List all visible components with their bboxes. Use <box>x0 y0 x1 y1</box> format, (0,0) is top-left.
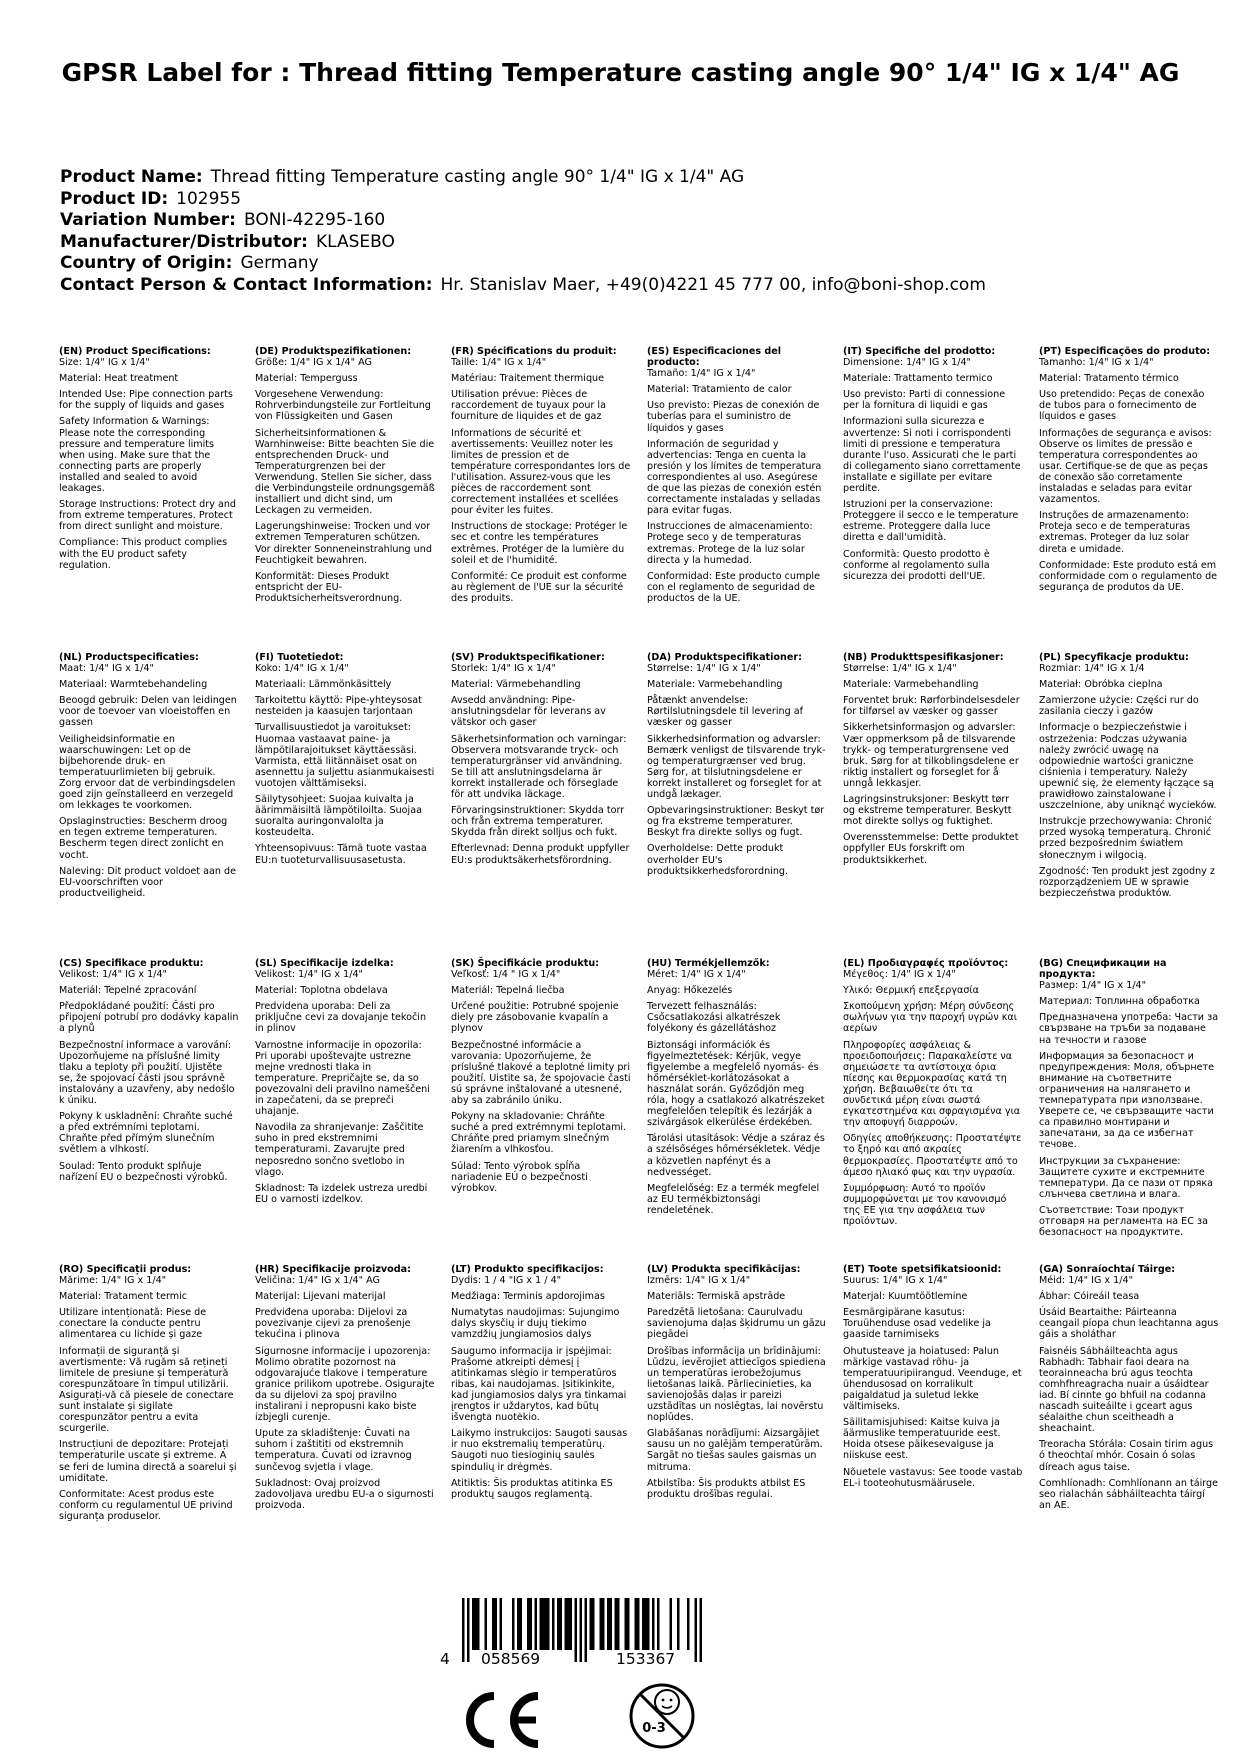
spec-line: Treoracha Stórála: Cosain tirim agus ó theochtaí mhór. Cosain ó solas díreach agus taise. <box>1039 1439 1214 1473</box>
spec-line: Storlek: 1/4" IG x 1/4" <box>451 663 556 675</box>
spec-line: Инструкции за съхранение: Защитете сухите и екстремните температури. Да се пази от пряка слънчева светлина и влага. <box>1039 1155 1214 1200</box>
spec-line: Informazioni sulla sicurezza e avvertenze: Si noti i corrispondenti limiti di pressione e temperatura durante l'uso. Assicurati che le parti di collegamento siano correttamente installate e sigillate per evitare perdite. <box>843 416 1021 495</box>
barcode-bar <box>637 1598 640 1650</box>
spec-line: Předpokládané použití: Části pro připojení potrubí pro dodávky kapalin a plynů <box>59 1001 239 1035</box>
spec-section <box>647 346 827 604</box>
spec-line: Материал: Топлинна обработка <box>1039 996 1200 1008</box>
spec-section <box>1039 958 1219 1238</box>
spec-line: Safety Information & Warnings: Please note the corresponding pressure and temperature limits when using. Make sure that the connecting parts are properly installed and sealed to avoid leakages. <box>59 416 215 495</box>
spec-section <box>451 346 631 604</box>
spec-line: Größe: 1/4" IG x 1/4" AG <box>255 357 372 369</box>
barcode-bar <box>495 1598 498 1650</box>
spec-line: Dimensione: 1/4" IG x 1/4" <box>843 357 971 369</box>
spec-line: Méid: 1/4" IG x 1/4" <box>1039 1275 1134 1287</box>
barcode-bar <box>627 1598 630 1650</box>
info-value: Germany <box>240 253 319 273</box>
spec-line: Glabāšanas norādījumi: Aizsargājiet sausu un no galējām temperatūrām. Sargāt no tiešas saules gaismas un mitruma. <box>647 1428 823 1473</box>
spec-heading: (PL) Specyfikacje produktu: <box>1039 652 1189 663</box>
spec-heading: (FR) Spécifications du produit: <box>451 346 617 357</box>
spec-line: Conformitate: Acest produs este conform cu regulamentul UE privind siguranța produselor. <box>59 1488 233 1522</box>
spec-section <box>255 652 435 866</box>
spec-section <box>843 346 1023 582</box>
barcode-bar <box>540 1598 543 1650</box>
spec-line: Nõuetele vastavus: See toode vastab EL-i tooteohutusmäärusele. <box>843 1466 1023 1489</box>
spec-line: Materiāls: Termiskā apstrāde <box>647 1291 786 1303</box>
spec-line: Istruzioni per la conservazione: Proteggere il secco e le temperature estreme. Proteggere dalla luce diretta e dall'umidità. <box>843 499 1019 544</box>
spec-line: Μέγεθος: 1/4" IG x 1/4" <box>843 969 956 981</box>
barcode-bar <box>610 1598 613 1650</box>
spec-line: Materiale: Varmebehandling <box>843 679 979 691</box>
spec-line: Säilitamisjuhised: Kaitse kuiva ja äärmuslike temperatuuride eest. Hoida otsese päikesevalguse ja niiskuse eest. <box>843 1417 1001 1462</box>
spec-line: Lagerungshinweise: Trocken und vor extremen Temperaturen schützen. Vor direkter Sonneneinstrahlung und Feuchtigkeit bewahren. <box>255 521 432 566</box>
barcode-bar <box>545 1598 548 1650</box>
spec-line: Υλικό: Θερμική επεξεργασία <box>843 985 979 997</box>
spec-line: Faisnéis Sábháilteachta agus Rabhadh: Tabhair faoi deara na teorainneacha brú agus teochta comhfhreagracha nuair a úsáidtear iad. Bí cinnte go bhfuil na codanna nascadh suiteáilte i gceart agus séalaithe chun sceitheadh a sheachaint. <box>1039 1345 1209 1435</box>
barcode-bar <box>647 1598 650 1650</box>
spec-line: Yhteensopivuus: Tämä tuote vastaa EU:n tuoteturvallisuusasetusta. <box>255 843 427 866</box>
info-label: Manufacturer/Distributor: <box>60 231 308 252</box>
barcode-bar <box>615 1598 618 1650</box>
spec-section <box>59 346 239 571</box>
spec-line: Material: Tratamiento de calor <box>647 384 792 396</box>
spec-line: Avsedd användning: Pipe-anslutningsdelar för leverans av vätskor och gaser <box>451 695 606 729</box>
spec-section <box>1039 346 1219 593</box>
barcode-bar <box>570 1598 573 1650</box>
barcode-bar <box>687 1598 690 1650</box>
barcode-bar <box>575 1598 578 1662</box>
spec-line: Uso previsto: Parti di connessione per la fornitura di liquidi e gas <box>843 389 1006 412</box>
barcode-bar <box>585 1598 588 1662</box>
spec-heading: (NB) Produkttspesifikasjoner: <box>843 652 1004 663</box>
spec-section <box>1039 652 1219 899</box>
spec-line: Saugumo informacija ir įspėjimai: Prašome atkreipti dėmesį į atitinkamas slėgio ir temperatūros ribas, kai naudojamas. Įsitikinkite, kad jungiamosios dalys yra tinkamai įrengtos ir uždarytos, kad būtų išvengta nuotėkio. <box>451 1345 627 1424</box>
spec-line: Forventet bruk: Rørforbindelsesdeler for tilførsel av væsker og gasser <box>843 695 1020 718</box>
spec-heading: (DA) Produktspecifikationer: <box>647 652 802 663</box>
info-value: Hr. Stanislav Maer, +49(0)4221 45 777 00, info@boni-shop.com <box>440 274 986 295</box>
barcode-bar <box>645 1598 648 1650</box>
barcode-bar <box>542 1598 545 1650</box>
spec-line: Turvallisuustiedot ja varoitukset: Huomaa vastaavat paine- ja lämpötilarajoitukset käyttäessäsi. Varmista, että liitännäiset osat on asennettu ja suljettu asianmukaisesti vuotojen välttämiseksi. <box>255 722 435 789</box>
spec-section <box>59 958 239 1183</box>
spec-line: Anyag: Hőkezelés <box>647 985 733 997</box>
info-label: Product Name: <box>60 167 203 187</box>
spec-line: Velikost: 1/4" IG x 1/4" <box>255 969 363 981</box>
spec-line: Predvidena uporaba: Deli za priključne cevi za dovajanje tekočin in plinov <box>255 1001 427 1035</box>
spec-heading: (PT) Especificações do produto: <box>1039 346 1211 357</box>
spec-line: Instruções de armazenamento: Proteja seco e de temperaturas extremas. Proteger da luz solar direta e umidade. <box>1039 510 1191 555</box>
spec-line: Overensstemmelse: Dette produktet oppfyller EUs forskrift om produktsikkerhet. <box>843 832 1019 866</box>
spec-line: Drošības informācija un brīdinājumi: Lūdzu, ievērojiet attiecīgos spiediena un temperatūras ierobežojumus lietošanas laikā. Pārliecinieties, ka savienojošās daļas ir pareizi uzstādītas un noslēgtas, lai novērstu noplūdes. <box>647 1345 826 1424</box>
spec-line: Uso pretendido: Peças de conexão de tubos para o fornecimento de líquidos e gases <box>1039 389 1205 423</box>
barcode-bar <box>475 1598 478 1650</box>
spec-line: Uso previsto: Piezas de conexión de tuberías para el suministro de líquidos y gases <box>647 400 820 434</box>
spec-line: Säkerhetsinformation och varningar: Observera motsvarande tryck- och temperaturgränser vid användning. Se till att anslutningsdelarna är korrekt installerade och förseglade för att undvika läckage. <box>451 733 627 801</box>
barcode-bar <box>670 1598 673 1650</box>
spec-section <box>255 1264 435 1511</box>
choking-hazard-icon <box>628 1680 696 1752</box>
barcode-bar <box>535 1598 538 1650</box>
info-value: KLASEBO <box>315 231 395 252</box>
spec-line: Dydis: 1 / 4 "IG x 1 / 4" <box>451 1275 562 1287</box>
spec-line: Materiał: Obróbka cieplna <box>1039 679 1163 691</box>
spec-line: Material: Värmebehandling <box>451 679 581 691</box>
spec-line: Ohutusteave ja hoiatused: Palun märkige vastavad rõhu- ja temperatuuripiirangud. Veenduge, et ühendusosad on korralikult paigaldatud ja suletud lekke vältimiseks. <box>843 1345 1022 1413</box>
spec-line: Materijal: Lijevani materijal <box>255 1291 386 1303</box>
spec-line: Storage Instructions: Protect dry and from extreme temperatures. Protect from direct sunlight and moisture. <box>59 499 236 533</box>
spec-line: Medžiaga: Terminis apdorojimas <box>451 1291 605 1303</box>
info-row-product-id <box>60 189 1181 211</box>
spec-line: Ábhar: Cóireáil teasa <box>1039 1291 1140 1303</box>
barcode-bar <box>677 1598 680 1650</box>
info-label: Product ID: <box>60 188 169 209</box>
spec-line: Veličina: 1/4" IG x 1/4" AG <box>255 1275 380 1287</box>
spec-line: Tamanho: 1/4" IG x 1/4" <box>1039 357 1154 369</box>
barcode-bar <box>472 1598 475 1650</box>
barcode-bar <box>625 1598 628 1650</box>
spec-line: Conformidade: Este produto está em conformidade com o regulamento de segurança de produtos da UE. <box>1039 559 1218 593</box>
barcode-digits-left: 058569 <box>481 1650 541 1668</box>
spec-line: Materiál: Tepelná liečba <box>451 985 565 997</box>
barcode-digits-right: 153367 <box>616 1650 676 1668</box>
spec-line: Skladnost: Ta izdelek ustreza uredbi EU o varnosti izdelkov. <box>255 1182 428 1205</box>
spec-section <box>647 958 827 1216</box>
spec-line: Materjal: Kuumtöötlemine <box>843 1291 968 1303</box>
info-row-manufacturer <box>60 232 1181 254</box>
spec-line: Súlad: Tento výrobok spĺňa nariadenie EÚ o bezpečnosti výrobkov. <box>451 1160 588 1194</box>
barcode-bar <box>530 1598 533 1650</box>
spec-section <box>451 652 631 866</box>
spec-line: Intended Use: Pipe connection parts for the supply of liquids and gases <box>59 389 233 412</box>
spec-line: Pokyny k uskladnění: Chraňte suché a před extrémními teplotami. Chraňte před přímým slunečním světlem a vlhkostí. <box>59 1111 233 1156</box>
barcode-bar <box>512 1598 515 1650</box>
info-label: Country of Origin: <box>60 253 233 273</box>
spec-line: Izmērs: 1/4" IG x 1/4" <box>647 1275 751 1287</box>
spec-heading: (EN) Product Specifications: <box>59 346 211 357</box>
spec-heading: (BG) Спецификации на продукта: <box>1039 958 1167 981</box>
barcode-bar <box>567 1598 570 1650</box>
spec-line: Navodila za shranjevanje: Zaščitite suho in pred ekstremnimi temperaturami. Zavarujte pred neposredno sončno svetlobo in vlago. <box>255 1122 424 1178</box>
spec-line: Materiale: Trattamento termico <box>843 373 993 385</box>
spec-line: Utilisation prévue: Pièces de raccordement de tuyaux pour la fourniture de liquides et de gaz <box>451 389 606 423</box>
page-title: GPSR Label for : Thread fitting Temperature casting angle 90° 1/4" IG x 1/4" AG <box>61 58 1180 87</box>
barcode-bar <box>520 1598 523 1650</box>
spec-line: Velikost: 1/4" IG x 1/4" <box>59 969 167 981</box>
barcode-bar <box>477 1598 480 1650</box>
barcode-bar <box>700 1598 703 1662</box>
spec-line: Material: Tratamento térmico <box>1039 373 1179 385</box>
spec-heading: (FI) Tuotetiedot: <box>255 652 344 663</box>
spec-heading: (SV) Produktspecifikationer: <box>451 652 605 663</box>
spec-line: Conformidad: Este producto cumple con el reglamento de seguridad de productos de la UE. <box>647 570 820 604</box>
spec-line: Informações de segurança e avisos: Observe os limites de pressão e temperatura correspondentes ao usar. Certifique-se de que as peças de conexão são corretamente instaladas e seladas para evitar vazamentos. <box>1039 427 1212 506</box>
spec-line: Varnostne informacije in opozorila: Pri uporabi upoštevajte ustrezne mejne vrednosti tlaka in temperature. Prepričajte se, da so povezovalni deli pravilno nameščeni in zapečateni, da se prepreči uhajanje. <box>255 1039 430 1118</box>
spec-section <box>59 1264 239 1522</box>
spec-line: Soulad: Tento produkt splňuje nařízení EU o bezpečnosti výrobků. <box>59 1160 228 1183</box>
spec-line: Beoogd gebruik: Delen van leidingen voor de toevoer van vloeistoffen en gassen <box>59 695 237 729</box>
spec-line: Tárolási utasítások: Védje a száraz és a szélsőséges hőmérsékletek. Védje a közvetlen napfényt és a nedvességet. <box>647 1133 825 1178</box>
spec-section <box>647 652 827 877</box>
spec-line: Συμμόρφωση: Αυτό το προϊόν συμμορφώνεται με τον κανονισμό της ΕΕ για την ασφάλεια των προϊόντων. <box>843 1182 1007 1227</box>
spec-line: Съответствие: Този продукт отговаря на регламента на ЕС за безопасност на продуктите. <box>1039 1204 1208 1239</box>
barcode-bar <box>600 1598 603 1650</box>
spec-line: Paredzētā lietošana: Caurulvadu savienojuma daļas šķidrumu un gāzu piegādei <box>647 1307 826 1341</box>
spec-line: Veľkosť: 1/4 " IG x 1/4" <box>451 969 561 981</box>
spec-heading: (IT) Specifiche del prodotto: <box>843 346 996 357</box>
barcode-bar <box>617 1598 620 1650</box>
barcode-bar <box>485 1598 488 1650</box>
spec-heading: (SL) Specifikacije izdelka: <box>255 958 394 969</box>
spec-heading: (ET) Toote spetsifikatsioonid: <box>843 1264 1002 1275</box>
spec-line: Sicherheitsinformationen & Warnhinweise: Bitte beachten Sie die entsprechenden Druck- und Temperaturgrenzen bei der Verwendung. Stellen Sie sicher, dass die Verbindungsteile ordnungsgemäß installiert und dicht sind, um Leckagen zu vermeiden. <box>255 427 435 517</box>
spec-line: Eesmärgipärane kasutus: Toruühenduse osad vedelike ja gaaside tarnimiseks <box>843 1307 991 1341</box>
spec-line: Bezpečnostní informace a varování: Upozorňujeme na příslušné limity tlaku a teploty při použití. Ujistěte se, že spojovací části jsou správně instalovány a uzavřeny, aby nedošlo k úniku. <box>59 1039 235 1107</box>
spec-line: Suurus: 1/4" IG x 1/4" <box>843 1275 948 1287</box>
spec-line: Konformität: Dieses Produkt entspricht der EU-Produktsicherheitsverordnung. <box>255 570 403 604</box>
barcode-bar <box>462 1598 465 1662</box>
spec-line: Utilizare intenționată: Piese de conectare la conducte pentru alimentarea cu lichide și gaze <box>59 1307 207 1341</box>
spec-heading: (DE) Produktspezifikationen: <box>255 346 412 357</box>
spec-line: Naleving: Dit product voldoet aan de EU-voorschriften voor productveiligheid. <box>59 865 236 899</box>
spec-line: Οδηγίες αποθήκευσης: Προστατέψτε το ξηρό και από ακραίες θερμοκρασίες. Προστατέψτε από το άμεσο ηλιακό φως και την υγρασία. <box>843 1133 1022 1178</box>
spec-line: Materiál: Tepelné zpracování <box>59 985 197 997</box>
spec-line: Instrucțiuni de depozitare: Protejați temperaturile uscate și extreme. A se feri de lumina directă a soarelui și umiditate. <box>59 1439 237 1484</box>
barcode-bar <box>580 1598 583 1662</box>
barcode-bar <box>652 1598 655 1650</box>
spec-heading: (GA) Sonraíochtaí Táirge: <box>1039 1264 1176 1275</box>
spec-line: Comhlíonadh: Comhlíonann an táirge seo rialachán sábháilteachta táirgí an AE. <box>1039 1477 1219 1511</box>
spec-line: Numatytas naudojimas: Sujungimo dalys skysčių ir dujų tiekimo vamzdžių jungiamosios dalys <box>451 1307 620 1341</box>
spec-line: Bezpečnostné informácie a varovania: Upozorňujeme, že príslušné tlakové a teplotné limity pri použití. Uistite sa, že spojovacie časti sú správne inštalované a utesnené, aby sa zabránilo úniku. <box>451 1039 631 1107</box>
info-label: Variation Number: <box>60 210 236 230</box>
spec-line: Informații de siguranță și avertismente: Vă rugăm să rețineți limitele de presiune și temperatură corespunzătoare în timpul utilizării. Asigurați-vă că piesele de conectare sunt instalate și sigilate corespunzător pentru a evita scurgerile. <box>59 1345 234 1435</box>
age-warning-label: 0-3 <box>642 1721 666 1736</box>
info-row-variation-number <box>60 210 1181 232</box>
spec-line: Conformità: Questo prodotto è conforme al regolamento sulla sicurezza dei prodotti dell'UE. <box>843 548 990 582</box>
spec-line: Säilytysohjeet: Suojaa kuivalta ja äärimmäisiltä lämpötiloilta. Suojaa suoralta auringonvalolta ja kosteudelta. <box>255 794 422 839</box>
spec-section <box>843 1264 1023 1489</box>
spec-line: Tamaño: 1/4" IG x 1/4" <box>647 368 756 380</box>
spec-line: Size: 1/4" IG x 1/4" <box>59 357 150 369</box>
spec-line: Materiaal: Warmtebehandeling <box>59 679 208 691</box>
info-row-country <box>60 253 1181 275</box>
spec-heading: (LV) Produkta specifikācijas: <box>647 1264 801 1275</box>
barcode-bar <box>565 1598 568 1650</box>
spec-heading: (RO) Specificații produs: <box>59 1264 192 1275</box>
spec-line: Sigurnosne informacije i upozorenja: Molimo obratite pozornost na odgovarajuće tlakove i temperature granice prilikom upotrebe. Osigurajte da su dijelovi za spoj pravilno instalirani i nepropusni kako biste izbjegli curenje. <box>255 1345 435 1424</box>
barcode-digit-prefix: 4 <box>440 1650 450 1668</box>
spec-section <box>843 958 1023 1227</box>
spec-line: Zamierzone użycie: Części rur do zasilania cieczy i gazów <box>1039 695 1199 718</box>
spec-line: Méret: 1/4" IG x 1/4" <box>647 969 746 981</box>
spec-line: Informacje o bezpieczeństwie i ostrzeżenia: Podczas używania należy zwrócić uwagę na odpowiednie wartości graniczne ciśnienia i temperatury. Należy upewnić się, że elementy łączące są prawidłowo zainstalowane i uszczelnione, aby uniknąć wycieków. <box>1039 722 1217 812</box>
spec-line: Størrelse: 1/4" IG x 1/4" <box>843 663 957 675</box>
barcode-bar <box>592 1598 595 1650</box>
barcode-bar <box>602 1598 605 1650</box>
info-value: BONI-42295-160 <box>243 210 386 230</box>
info-row-product-name <box>60 167 1181 189</box>
barcode-bar <box>590 1598 593 1650</box>
spec-heading: (HU) Termékjellemzők: <box>647 958 770 969</box>
spec-line: Información de seguridad y advertencias: Tenga en cuenta la presión y los límites de temperatura correspondientes al uso. Asegúrese de que las piezas de conexión estén correctamente instaladas y selladas para evitar fugas. <box>647 438 822 517</box>
barcode-bar <box>642 1598 645 1650</box>
spec-line: Materiale: Varmebehandling <box>647 679 783 691</box>
spec-line: Compliance: This product complies with the EU product safety regulation. <box>59 537 228 571</box>
spec-heading: (ES) Especificaciones del producto: <box>647 346 782 369</box>
spec-line: Conformité: Ce produit est conforme au règlement de l'UE sur la sécurité des produits. <box>451 570 627 604</box>
info-row-contact <box>60 275 1181 297</box>
spec-line: Laikymo instrukcijos: Saugoti sausas ir nuo ekstremalių temperatūrų. Saugoti nuo tiesioginių saulės spindulių ir drėgmės. <box>451 1428 628 1473</box>
barcode-bar <box>635 1598 638 1650</box>
spec-line: Σκοπούμενη χρήση: Μέρη σύνδεσης σωλήνων για την παροχή υγρών και αερίων <box>843 1001 1017 1035</box>
barcode-bar <box>557 1598 560 1650</box>
info-value: Thread fitting Temperature casting angle 90° 1/4" IG x 1/4" AG <box>210 167 745 187</box>
spec-line: Förvaringsinstruktioner: Skydda torr och från extrema temperaturer. Skydda från direkt solljus och fukt. <box>451 805 625 839</box>
spec-line: Påtænkt anvendelse: Rørtilslutningsdele til levering af væsker og gasser <box>647 695 803 729</box>
spec-line: Vorgesehene Verwendung: Rohrverbindungsteile zur Fortleitung von Flüssigkeiten und Gasen <box>255 389 431 423</box>
spec-line: Instrukcje przechowywania: Chronić przed wysoką temperaturą. Chronić przed bezpośrednim światłem słonecznym i wilgocią. <box>1039 816 1212 861</box>
spec-line: Tarkoitettu käyttö: Pipe-yhteysosat nesteiden ja kaasujen tarjontaan <box>255 695 422 718</box>
spec-heading: (HR) Specifikacije proizvoda: <box>255 1264 411 1275</box>
spec-line: Material: Tratament termic <box>59 1291 188 1303</box>
spec-section <box>451 958 631 1194</box>
spec-line: Størrelse: 1/4" IG x 1/4" <box>647 663 761 675</box>
spec-heading: (LT) Produkto specifikacijos: <box>451 1264 604 1275</box>
spec-line: Tervezett felhasználás: Csőcsatlakozási alkatrészek folyékony és gázellátáshoz <box>647 1001 781 1035</box>
spec-line: Matériau: Traitement thermique <box>451 373 605 385</box>
spec-line: Размер: 1/4" IG x 1/4" <box>1039 980 1147 992</box>
barcode-bar <box>517 1598 520 1650</box>
barcode-bar <box>467 1598 470 1662</box>
spec-line: Mărime: 1/4" IG x 1/4" <box>59 1275 167 1287</box>
spec-line: Upute za skladištenje: Čuvati na suhom i zaštititi od ekstremnih temperatura. Čuvati od izravnog sunčevog svjetla i vlage. <box>255 1428 412 1473</box>
spec-line: Material: Toplotna obdelava <box>255 985 388 997</box>
spec-line: Instructions de stockage: Protéger le sec et contre les températures extrêmes. Protéger de la lumière du soleil et de l'humidité. <box>451 521 628 566</box>
spec-heading: (EL) Προδιαγραφές προϊόντος: <box>843 958 1009 969</box>
spec-line: Atbilstība: Šis produkts atbilst ES produktu drošības regulai. <box>647 1477 806 1500</box>
spec-line: Taille: 1/4" IG x 1/4" <box>451 357 547 369</box>
spec-section <box>843 652 1023 866</box>
spec-line: Atitiktis: Šis produktas atitinka ES produktų saugos reglamentą. <box>451 1477 613 1500</box>
spec-line: Предназначена употреба: Части за свързване на тръби за подаване на течности и газове <box>1039 1012 1219 1046</box>
spec-line: Pokyny na skladovanie: Chráňte suché a pred extrémnymi teplotami. Chráňte pred priamym slnečným žiarením a vlhkosťou. <box>451 1111 627 1156</box>
spec-line: Πληροφορίες ασφάλειας & προειδοποιήσεις: Παρακαλείστε να σημειώσετε τα αντίστοιχα όρια πίεσης και θερμοκρασίας κατά τη χρήση. Βεβαιωθείτε ότι τα συνδετικά μέρη είναι σωστά εγκατεστημένα και σφραγισμένα για την αποφυγή διαρροών. <box>843 1039 1021 1129</box>
spec-line: Materiaali: Lämmönkäsittely <box>255 679 392 691</box>
spec-line: Koko: 1/4" IG x 1/4" <box>255 663 349 675</box>
spec-line: Predviđena uporaba: Dijelovi za povezivanje cijevi za prenošenje tekućina i plinova <box>255 1307 411 1341</box>
spec-line: Sukladnost: Ovaj proizvod zadovoljava uredbu EU-a o sigurnosti proizvoda. <box>255 1477 434 1511</box>
barcode-bar <box>527 1598 530 1650</box>
barcode-bar <box>547 1598 550 1650</box>
spec-line: Rozmiar: 1/4" IG x 1/4 <box>1039 663 1145 675</box>
info-value: 102955 <box>176 188 242 209</box>
spec-heading: (SK) Špecifikácie produktu: <box>451 958 600 969</box>
spec-section <box>59 652 239 899</box>
spec-line: Opbevaringsinstruktioner: Beskyt tør og fra ekstreme temperaturer. Beskyt fra direkte sollys og fugt. <box>647 805 825 839</box>
spec-line: Instrucciones de almacenamiento: Protege seco y de temperaturas extremas. Protege de la luz solar directa y la humedad. <box>647 521 813 566</box>
spec-line: Material: Heat treatment <box>59 373 179 385</box>
info-label: Contact Person & Contact Information: <box>60 274 433 295</box>
spec-line: Informations de sécurité et avertissements: Veuillez noter les limites de pression et de température correspondantes lors de l'utilisation. Assurez-vous que les pièces de raccordement sont correctement installées et scellées pour éviter les fuites. <box>451 427 631 517</box>
spec-heading: (NL) Productspecificaties: <box>59 652 199 663</box>
barcode-bar <box>695 1598 698 1662</box>
product-info <box>60 167 1181 296</box>
spec-line: Veiligheidsinformatie en waarschuwingen: Let op de bijbehorende druk- en temperatuurlimieten bij gebruik. Zorg ervoor dat de verbindingsdelen goed zijn geïnstalleerd en verzegeld om lekkages te voorkomen. <box>59 733 236 812</box>
barcode-bar <box>607 1598 610 1650</box>
barcode-bar <box>492 1598 495 1650</box>
spec-line: Overholdelse: Dette produkt overholder EU's produktsikkerhedsforordning. <box>647 843 789 877</box>
barcode-bar <box>560 1598 563 1650</box>
spec-line: Zgodność: Ten produkt jest zgodny z rozporządzeniem UE w sprawie bezpieczeństwa produktów. <box>1039 865 1215 899</box>
spec-line: Biztonsági információk és figyelmeztetések: Kérjük, vegye figyelembe a megfelelő nyomás- és hőmérséklet-korlátozásokat a használat során. Győződjön meg róla, hogy a csatlakozó alkatrészeket megfelelően telepítik és lezárják a szivárgások elkerülése érdekében. <box>647 1039 825 1129</box>
spec-line: Информация за безопасност и предупреждения: Моля, обърнете внимание на съответните ограничения на налягането и температурата при използване. Уверете се, че свързващите части са правилно монтирани и запечатани, за да се избегнат течове. <box>1039 1050 1215 1151</box>
spec-line: Určené použitie: Potrubné spojenie diely pre zásobovanie kvapalín a plynov <box>451 1001 619 1035</box>
spec-line: Opslaginstructies: Bescherm droog en tegen extreme temperaturen. Bescherm tegen direct zonlicht en vocht. <box>59 816 228 861</box>
spec-line: Lagringsinstruksjoner: Beskytt tørr og ekstreme temperaturer. Beskytt mot direkte sollys og fuktighet. <box>843 794 1012 828</box>
barcode-bar <box>552 1598 555 1650</box>
spec-section <box>451 1264 631 1500</box>
spec-line: Efterlevnad: Denna produkt uppfyller EU:s produktsäkerhetsförordning. <box>451 843 630 866</box>
spec-section <box>255 958 435 1205</box>
spec-heading: (CS) Specifikace produktu: <box>59 958 204 969</box>
spec-line: Maat: 1/4" IG x 1/4" <box>59 663 154 675</box>
spec-line: Megfelelőség: Ez a termék megfelel az EU termékbiztonsági rendeletének. <box>647 1182 820 1216</box>
spec-line: Sikkerhetsinformasjon og advarsler: Vær oppmerksom på de tilsvarende trykk- og temperaturgrensene ved bruk. Sørg for at tilkoblingsdelene er riktig installert og forseglet for å unngå lekkasjer. <box>843 722 1019 789</box>
ce-mark-icon <box>454 1690 542 1750</box>
spec-line: Úsáid Beartaithe: Páirteanna ceangail píopa chun leachtanna agus gáis a sholáthar <box>1039 1307 1219 1341</box>
spec-line: Sikkerhedsinformation og advarsler: Bemærk venligst de tilsvarende tryk- og temperaturgrænser ved brug. Sørg for, at tilslutningsdelene er korrekt installeret og forseglet for at undgå lækager. <box>647 733 826 801</box>
barcode-bar <box>657 1598 660 1650</box>
spec-section <box>1039 1264 1219 1511</box>
spec-line: Material: Temperguss <box>255 373 358 385</box>
spec-section <box>255 346 435 604</box>
spec-section <box>647 1264 827 1500</box>
barcode-bar <box>500 1598 503 1650</box>
